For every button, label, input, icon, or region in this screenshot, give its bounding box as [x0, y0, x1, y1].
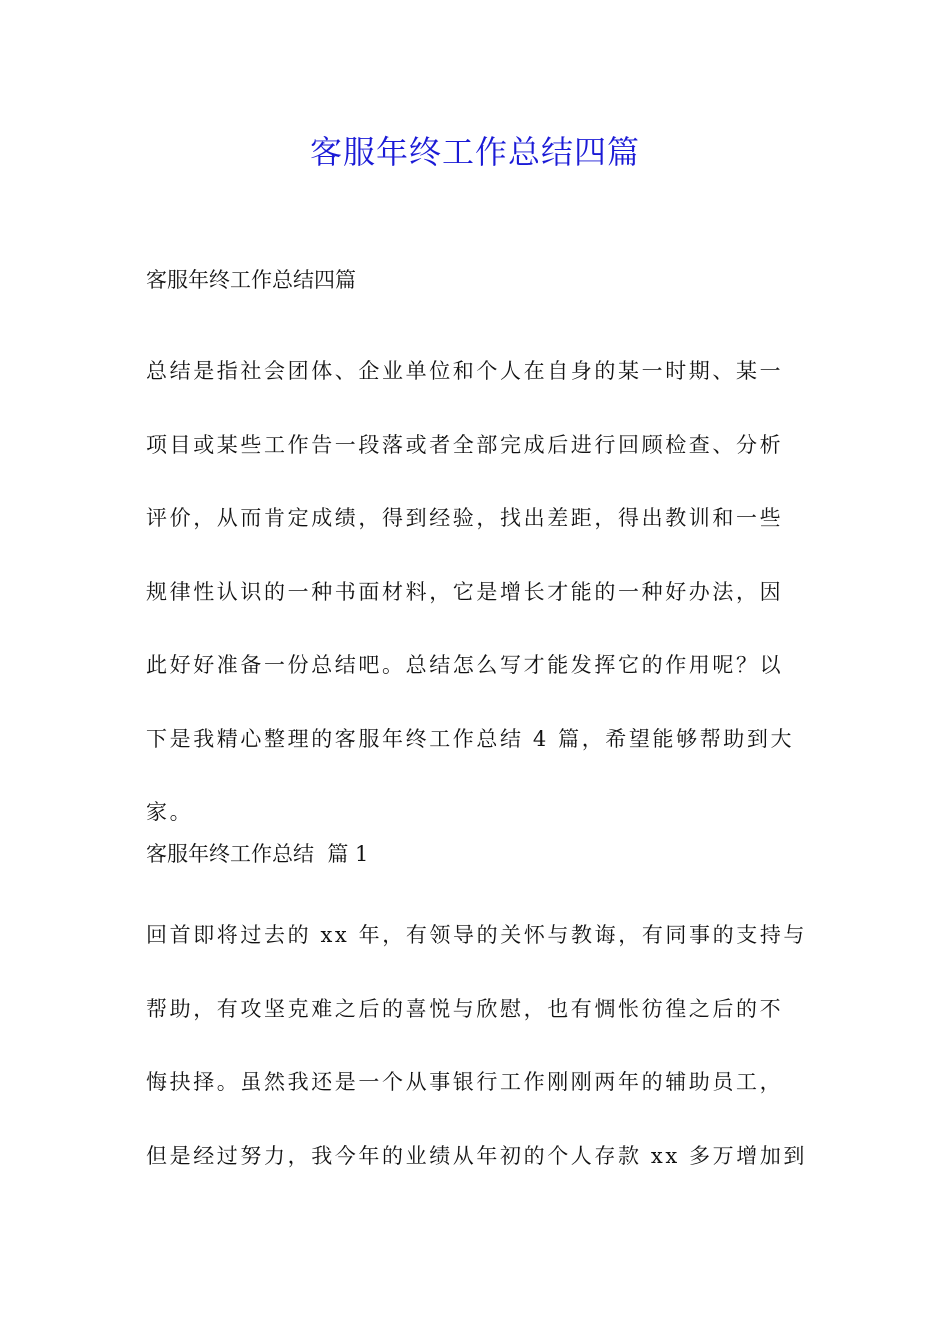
spacer — [146, 824, 806, 836]
paragraph-line: 悔抉择。虽然我还是一个从事银行工作刚刚两年的辅助员工， — [146, 1070, 784, 1094]
paragraph-line: 评价，从而肯定成绩，得到经验，找出差距，得出教训和一些 — [146, 506, 784, 530]
spacer — [146, 872, 806, 899]
spacer — [146, 298, 806, 335]
paragraph-line: 规律性认识的一种书面材料，它是增长才能的一种好办法，因 — [146, 579, 784, 604]
intro-paragraph — [146, 335, 806, 824]
paragraph-line: 此好好准备一份总结吧。总结怎么写才能发挥它的作用呢？以 — [146, 653, 784, 677]
paragraph-line: 帮助，有攻坚克难之后的喜悦与欣慰，也有惆怅彷徨之后的不 — [146, 996, 784, 1021]
section1-paragraph — [146, 899, 806, 1193]
paragraph-line: 家。 — [146, 800, 194, 824]
section-heading-1: 客服年终工作总结 篇 1 — [146, 842, 369, 866]
paragraph-line: 项目或某些工作告一段落或者全部完成后进行回顾检查、分析 — [146, 432, 784, 457]
paragraph-line: 回首即将过去的 xx 年，有领导的关怀与教诲，有同事的支持与 — [146, 923, 808, 947]
document-body — [146, 262, 806, 1193]
document-title: 客服年终工作总结四篇 — [309, 133, 640, 171]
document-subtitle: 客服年终工作总结四篇 — [146, 268, 356, 292]
paragraph-line: 下是我精心整理的客服年终工作总结 4 篇，希望能够帮助到大 — [146, 726, 795, 751]
paragraph-line: 总结是指社会团体、企业单位和个人在自身的某一时期、某一 — [146, 359, 784, 383]
paragraph-line: 但是经过努力，我今年的业绩从年初的个人存款 xx 多万增加到 — [146, 1143, 808, 1168]
